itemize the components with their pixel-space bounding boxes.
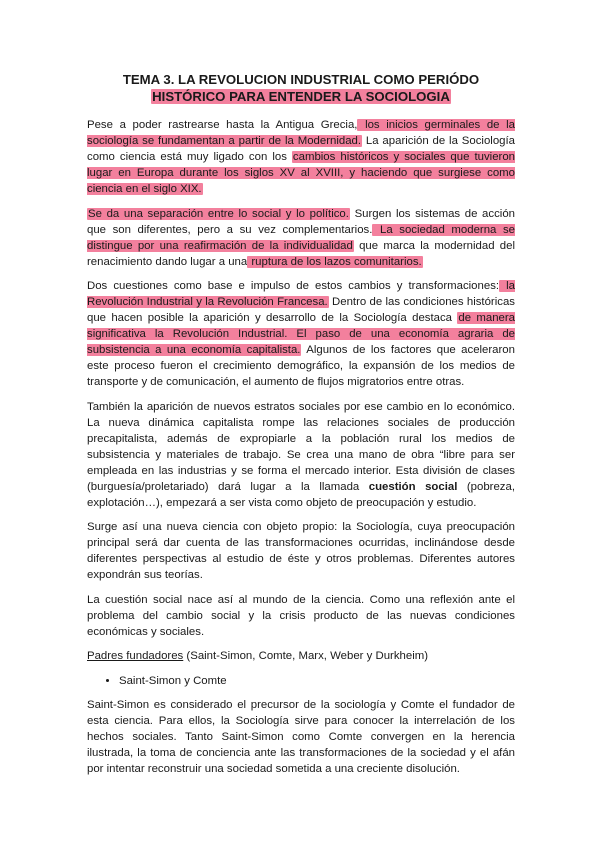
text-span: Algunos de los factores que aceleraron este proceso fueron el crecimiento demográfico, la expansión de los medios de transporte y de comunicación, el aumento de flujos migratorios entre otras. — [87, 344, 515, 388]
highlight-span: cambios históricos y sociales que tuvieron lugar en Europa durante los siglos XV al XVIII, y haciendo que surgiese como ciencia en el siglo XIX. — [87, 151, 515, 195]
founders-list — [87, 673, 515, 689]
text-span: La aparición de la Sociología como ciencia está muy ligado con los — [87, 135, 515, 163]
founders-label: Padres fundadores — [87, 650, 184, 662]
page-title — [87, 71, 515, 105]
highlight-span: la Revolución Industrial y la Revolución Francesa. — [87, 280, 515, 308]
paragraph-6: La cuestión social nace así al mundo de la ciencia. Como una reflexión ante el problema del cambio social y la crisis producto de las nuevas condiciones económicas y sociales. — [87, 593, 515, 638]
highlight-span: La sociedad moderna se distingue por una reafirmación de la individualidad — [87, 223, 515, 252]
paragraph-4 — [87, 399, 515, 511]
highlight-span: los inicios germinales de la sociología se fundamentan a partir de la Modernidad. — [87, 119, 515, 147]
highlight-span: de manera significativa la Revolución Industrial. El paso de una economía agraria de subsistencia a una economía capitalista. — [87, 312, 515, 356]
list-item: • Saint-Simon y Comte — [119, 673, 515, 689]
bold-term: cuestión social — [368, 480, 458, 493]
text-span: Dentro de las condiciones históricas que hacen posible la aparición y desarrollo de la Sociología destaca — [87, 296, 515, 324]
document-body — [87, 71, 515, 785]
founders-names: (Saint-Simon, Comte, Marx, Weber y Durkheim) — [183, 650, 429, 662]
paragraph-7: Saint-Simon es considerado el precursor de la sociología y Comte el fundador de esta ciencia. Para ellos, la Sociología sirve para conocer la interrelación de los hechos sociales. Tanto Saint-Simon como Comte convergen en la herencia ilustrada, la toma de conciencia ante las transformaciones de la sociedad y el afán por intentar reconstruir una sociedad sometida a una creciente disolución. — [87, 698, 515, 775]
highlight-span: Se da una separación entre lo social y lo político. — [88, 207, 349, 220]
title-line-2: HISTÓRICO PARA ENTENDER LA SOCIOLOGIA — [152, 89, 450, 104]
text-span: Pese a poder rastrearse hasta la Antigua Grecia, — [87, 119, 358, 131]
paragraph-2 — [87, 206, 515, 270]
paragraph-1 — [87, 117, 515, 197]
highlight-span: ruptura de los lazos comunitarios. — [248, 255, 422, 268]
title-line-1: TEMA 3. LA REVOLUCION INDUSTRIAL COMO PERIÓDO — [122, 72, 480, 87]
text-span: Surgen los sistemas de acción que son diferentes, pero a su vez complementarios. — [87, 207, 515, 236]
text-span: que marca la modernidad del renacimiento dando lugar a una — [87, 239, 515, 268]
text-span: Dos cuestiones como base e impulso de estos cambios y transformaciones: — [87, 280, 500, 292]
paragraph-3 — [87, 278, 515, 390]
text-span: (pobreza, explotación…), empezará a ser vista como objeto de preocupación y estudio. — [87, 480, 515, 509]
founders-heading — [87, 648, 515, 664]
text-span: También la aparición de nuevos estratos sociales por ese cambio en lo económico. La nueva dinámica capitalista rompe las relaciones sociales de producción precapitalista, además de expropiarle a la población rural los medios de subsistencia y materiales de trabajo. Se crea una mano de obra “libre para ser empleada en las industrias y se forma el mercado interior. Esta división de clases (burguesía/proletariado) dará lugar a la llamada — [87, 400, 515, 493]
paragraph-5: Surge así una nueva ciencia con objeto propio: la Sociología, cuya preocupación principal será dar cuenta de las transformaciones ocurridas, inclinándose desde diferentes perspectivas al estudio de éste y otros problemas. Diferentes autores expondrán sus teorías. — [87, 521, 515, 581]
